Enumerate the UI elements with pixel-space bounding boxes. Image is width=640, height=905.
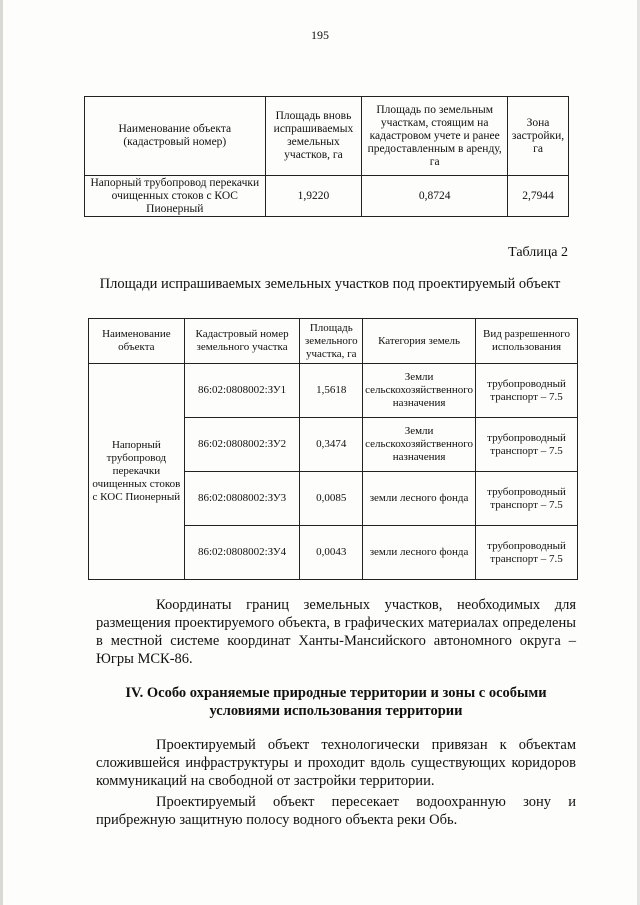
scan-edge-left [0, 0, 3, 905]
t1-header-registered-area: Площадь по земельным участкам, стоящим на кадастровом учете и ранее предоставленным в аренду, га [362, 97, 508, 176]
table-1 [84, 96, 569, 217]
t2-cell-category: земли лесного фонда [363, 472, 476, 526]
t2-cell-area: 0,3474 [300, 418, 363, 472]
t2-cell-use: трубопроводный транспорт – 7.5 [476, 364, 578, 418]
t2-cell-area: 0,0085 [300, 472, 363, 526]
table-2 [88, 318, 578, 580]
table-row [85, 176, 569, 217]
paragraph-water-zone: Проектируемый объект пересекает водоохранную зону и прибрежную защитную полосу водного объекта реки Обь. [96, 794, 576, 828]
page-number: 195 [311, 28, 329, 42]
section-heading: IV. Особо охраняемые природные территории и зоны с особыми условиями использования территории [125, 685, 547, 719]
t2-header-category: Категория земель [363, 319, 476, 364]
t1-header-name: Наименование объекта (кадастровый номер) [85, 97, 266, 176]
table-2-header-row [89, 319, 578, 364]
t2-header-area: Площадь земельного участка, га [300, 319, 363, 364]
t2-cell-cadastral: 86:02:0808002:ЗУ3 [184, 472, 300, 526]
t2-cell-category: земли лесного фонда [363, 526, 476, 580]
t1-cell-registered-area: 0,8724 [362, 176, 508, 217]
t2-cell-cadastral: 86:02:0808002:ЗУ4 [184, 526, 300, 580]
t2-cell-use: трубопроводный транспорт – 7.5 [476, 418, 578, 472]
table-row [89, 364, 578, 418]
t2-cell-category: Земли сельскохозяйственного назначения [363, 418, 476, 472]
table-2-title: Площади испрашиваемых земельных участков под проектируемый объект [99, 276, 561, 292]
t2-cell-area: 0,0043 [300, 526, 363, 580]
t2-cell-category: Земли сельскохозяйственного назначения [363, 364, 476, 418]
t2-header-use: Вид разрешенного использования [476, 319, 578, 364]
t2-header-cadastral: Кадастровый номер земельного участка [184, 319, 300, 364]
table-2-label: Таблица 2 [508, 245, 568, 260]
t1-cell-name: Напорный трубопровод перекачки очищенных стоков с КОС Пионерный [85, 176, 266, 217]
t2-cell-cadastral: 86:02:0808002:ЗУ1 [184, 364, 300, 418]
t1-header-zone: Зона застройки, га [508, 97, 569, 176]
t2-cell-object-name: Напорный трубопровод перекачки очищенных стоков с КОС Пионерный [89, 364, 185, 580]
table-1-header-row [85, 97, 569, 176]
t2-cell-use: трубопроводный транспорт – 7.5 [476, 526, 578, 580]
paragraph-infrastructure: Проектируемый объект технологически привязан к объектам сложившейся инфраструктуры и проходит вдоль существующих коридоров коммуникаций на свободной от застройки территории. [96, 737, 576, 789]
t2-cell-use: трубопроводный транспорт – 7.5 [476, 472, 578, 526]
t2-cell-area: 1,5618 [300, 364, 363, 418]
t1-cell-new-area: 1,9220 [265, 176, 362, 217]
t2-cell-cadastral: 86:02:0808002:ЗУ2 [184, 418, 300, 472]
paragraph-coordinates: Координаты границ земельных участков, необходимых для размещения проектируемого объекта, в графических материалах определены в местной системе координат Ханты-Мансийского автономного округа – Югры МСК-86. [96, 597, 576, 667]
t1-cell-zone: 2,7944 [508, 176, 569, 217]
t2-header-name: Наименование объекта [89, 319, 185, 364]
t1-header-new-area: Площадь вновь испрашиваемых земельных участков, га [265, 97, 362, 176]
